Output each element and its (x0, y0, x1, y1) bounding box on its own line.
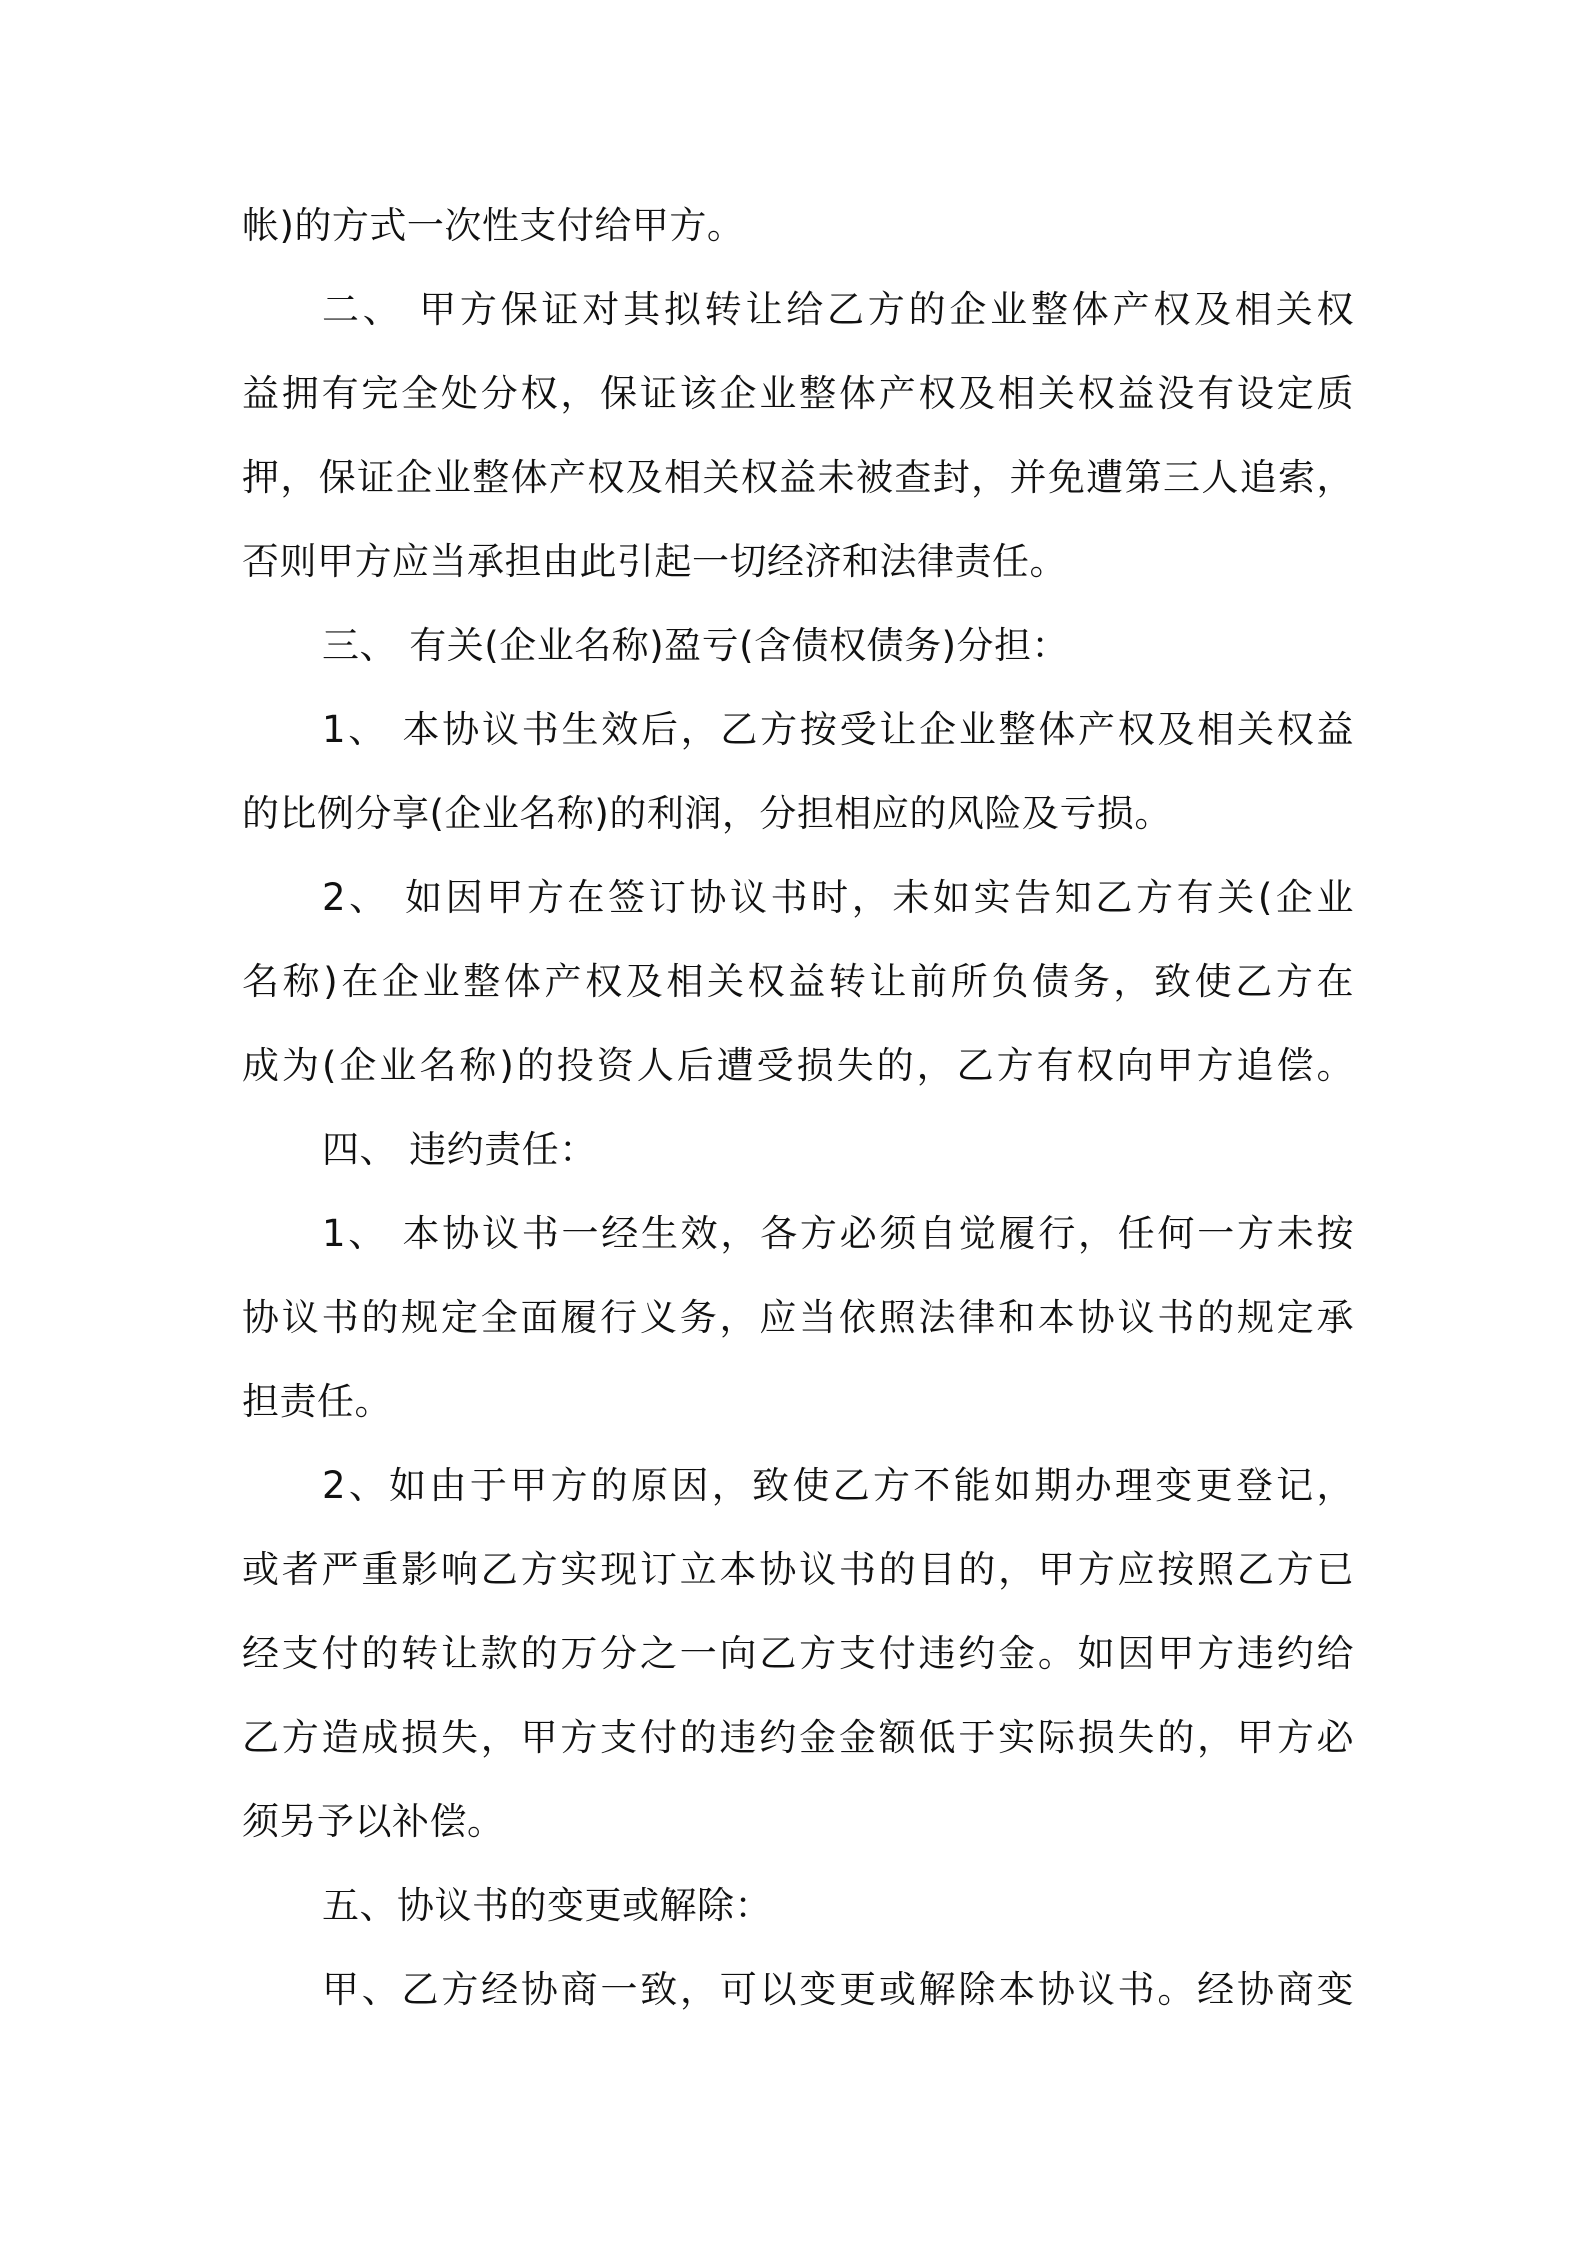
text-line: 名称)在企业整体产权及相关权益转让前所负债务，致使乙方在 (242, 960, 1354, 1003)
text-line: 乙方造成损失，甲方支付的违约金金额低于实际损失的，甲方必 (242, 1716, 1354, 1759)
text-line: 2、 如因甲方在签订协议书时，未如实告知乙方有关(企业 (322, 876, 1354, 919)
text-line: 成为(企业名称)的投资人后遭受损失的，乙方有权向甲方追偿。 (242, 1044, 1354, 1087)
text-line: 协议书的规定全面履行义务，应当依照法律和本协议书的规定承 (242, 1296, 1354, 1339)
text-line: 1、 本协议书生效后，乙方按受让企业整体产权及相关权益 (322, 708, 1354, 751)
text-line: 须另予以补偿。 (242, 1800, 505, 1843)
text-line: 否则甲方应当承担由此引起一切经济和法律责任。 (242, 540, 1067, 583)
text-line: 益拥有完全处分权，保证该企业整体产权及相关权益没有设定质 (242, 372, 1354, 415)
text-line: 2、如由于甲方的原因，致使乙方不能如期办理变更登记， (322, 1464, 1354, 1507)
text-line: 二、 甲方保证对其拟转让给乙方的企业整体产权及相关权 (322, 288, 1354, 331)
text-line: 1、 本协议书一经生效，各方必须自觉履行，任何一方未按 (322, 1212, 1354, 1255)
text-line: 或者严重影响乙方实现订立本协议书的目的，甲方应按照乙方已 (242, 1548, 1354, 1591)
text-line: 帐)的方式一次性支付给甲方。 (242, 204, 745, 247)
section-heading: 四、 违约责任： (322, 1128, 597, 1171)
text-line: 的比例分享(企业名称)的利润，分担相应的风险及亏损。 (242, 792, 1172, 835)
text-line: 担责任。 (242, 1380, 392, 1423)
text-line: 甲、乙方经协商一致，可以变更或解除本协议书。经协商变 (322, 1968, 1354, 2011)
section-heading: 五、协议书的变更或解除： (322, 1884, 772, 1927)
text-line: 经支付的转让款的万分之一向乙方支付违约金。如因甲方违约给 (242, 1632, 1354, 1675)
section-heading: 三、 有关(企业名称)盈亏(含债权债务)分担： (322, 624, 1070, 667)
text-line: 押，保证企业整体产权及相关权益未被查封，并免遭第三人追索， (242, 456, 1354, 499)
